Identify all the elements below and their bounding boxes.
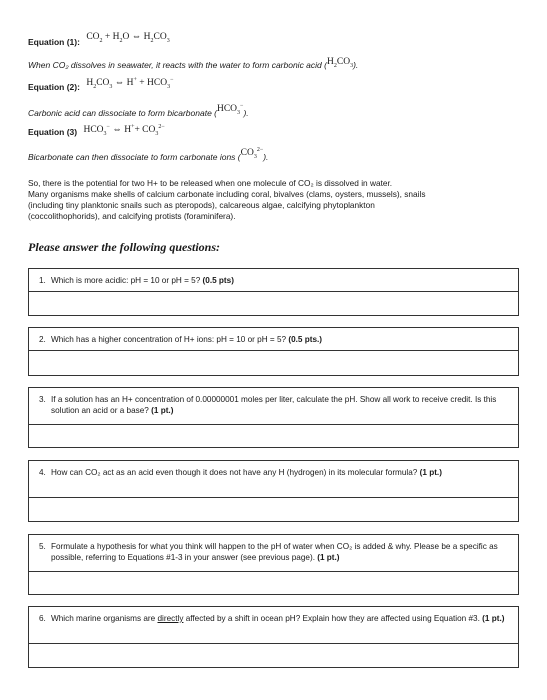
equation-2: [28, 77, 174, 95]
intro-line: So, there is the potential for two H+ to be released when one molecule of CO₂ is dissolved in water.: [28, 178, 393, 188]
answer-field-3[interactable]: [29, 425, 518, 447]
question-6-text: 6. Which marine organisms are directly affected by a shift in ocean pH? Explain how they are affected using Equation #3. (1 pt.): [39, 614, 505, 623]
equation-1-label: Equation (1):: [28, 37, 80, 47]
question-2-text: 2. Which has a higher concentration of H+ ions: pH = 10 or pH = 5? (0.5 pts.): [39, 335, 323, 344]
question-5-text: 5. Formulate a hypothesis for what you think will happen to the pH of water when CO₂ is added & why. Please be a specific as possible, referring to Equations #1-3 in your answer (see previous page). (1 pt.): [39, 542, 498, 562]
intro-line: (coccolithophorids), and calcifying protists (foraminifera).: [28, 211, 236, 221]
question-3-text: 3. If a solution has an H+ concentration of 0.00000001 moles per liter, calculate the pH. Show all work to receive credit. Is this solution an acid or a base? (1 pt.): [39, 395, 497, 415]
question-box-4: [28, 460, 519, 522]
answer-field-6[interactable]: [29, 644, 518, 667]
answer-field-5[interactable]: [29, 572, 518, 594]
question-4-text: 4. How can CO₂ act as an acid even though it does not have any H (hydrogen) in its molecular formula? (1 pt.): [39, 468, 442, 477]
question-box-5: [28, 534, 519, 595]
question-1-text: 1. Which is more acidic: pH = 10 or pH = 5? (0.5 pts): [39, 276, 234, 285]
intro-line: (including tiny planktonic snails such as pteropods), calcareous algae, calcifying phytoplankton: [28, 200, 375, 210]
question-box-3: [28, 387, 519, 448]
equation-3-formula: $HCO_3^-$ ⇔ $H^++ CO_3^{2-}$: [83, 124, 165, 138]
equation-2-description: Carbonic acid can dissociate to form bicarbonate $(HCO_3^-)$.: [28, 103, 249, 119]
questions-heading: Please answer the following questions:: [28, 240, 221, 254]
question-box-6: [28, 606, 519, 668]
equation-3-label: Equation (3): [28, 127, 78, 138]
equation-1-formula: $CO_2 + H_2O$ ⇔ $H_2CO_3$: [86, 32, 170, 44]
intro-line: Many organisms make shells of calcium carbonate including coral, bivalves (clams, oysters, mussels), snails: [28, 189, 426, 199]
question-box-1: [28, 268, 519, 316]
equation-1-description: When CO₂ dissolves in seawater, it reacts with the water to form carbonic acid $(H_2CO_3)$.: [28, 57, 359, 70]
equation-2-formula: $H_2CO_3$ ⇔ $H^+ + HCO_3^-$: [86, 77, 174, 91]
equation-1: [28, 32, 170, 50]
intro-paragraph: [28, 178, 528, 222]
question-box-2: [28, 327, 519, 376]
equation-3: [28, 124, 165, 140]
answer-field-1[interactable]: [29, 292, 518, 315]
equation-3-description: Bicarbonate can then dissociate to form carbonate ions $(CO_3^{2-})$.: [28, 147, 269, 163]
answer-field-2[interactable]: [29, 351, 518, 375]
answer-field-4[interactable]: [29, 498, 518, 521]
equation-2-label: Equation (2):: [28, 82, 80, 93]
